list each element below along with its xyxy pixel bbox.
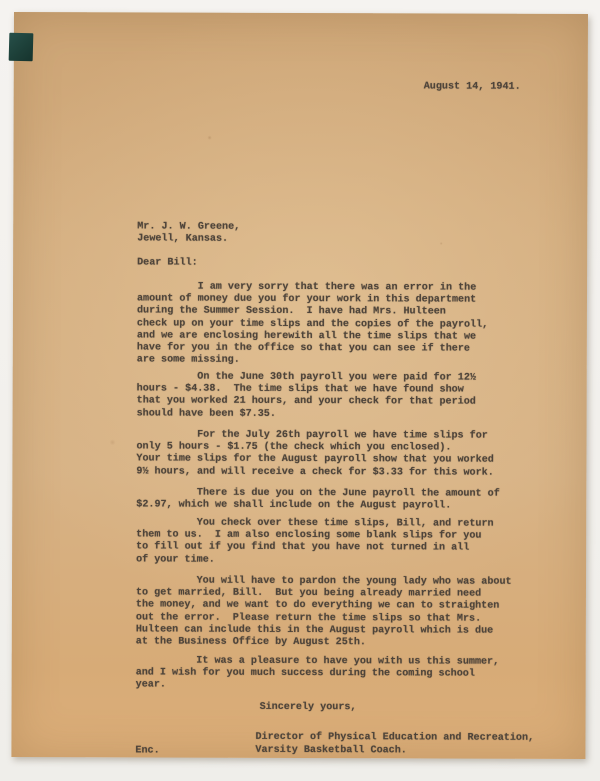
corner-mark xyxy=(9,33,34,62)
signature-title-line1: Director of Physical Education and Recreation, xyxy=(255,731,535,744)
recipient-city: Jewell, Kansas. xyxy=(137,233,229,245)
paragraph-5: You check over these time slips, Bill, and return them to us. I am also enclosing some blank slips for you to fill out if you find that you have not turned in all of your time. xyxy=(136,517,494,566)
letter-page xyxy=(11,12,588,759)
paragraph-1: I am very sorry that there was an error in the amount of money due you for your work in this department during the Summer Session. I have had Mrs. Hulteen check up on your time slips and the copies of the payroll, and we are enclosing herewith all the time slips that we have for you in the office so that you can see if there are some missing. xyxy=(136,281,489,367)
paragraph-7: It was a pleasure to have you with us this summer, and I wish for you much success during the coming school year. xyxy=(135,655,500,691)
recipient-name: Mr. J. W. Greene, xyxy=(137,221,241,233)
letter-date: August 14, 1941. xyxy=(423,81,521,93)
enclosure-note: Enc. xyxy=(135,745,160,757)
paragraph-2: On the June 30th payroll you were paid for 12½ hours - $4.38. The time slips that we have found show that you worked 21 hours, and your check for that period should have been $7.35. xyxy=(136,371,476,420)
paragraph-4: There is due you on the June payroll the amount of $2.97, which we shall include on the August payroll. xyxy=(136,487,500,512)
signature-block xyxy=(255,732,534,759)
closing: Sincerely yours, xyxy=(259,701,357,714)
paragraph-3: For the July 26th payroll we have time slips for only 5 hours - $1.75 (the check which you enclosed). Your time slips for the August payroll show that you worked 9½ hours, and will receive a check for $3.33 for this work. xyxy=(136,429,494,479)
salutation: Dear Bill: xyxy=(137,257,198,269)
signature-title-line2: Varsity Basketball Coach. xyxy=(255,744,407,757)
paragraph-6: You will have to pardon the young lady who was about to get married, Bill. But you being already married need the money, and we want to do everything we can to straighten out the error. Please return the time slips so that Mrs. Hulteen can include this in the August payroll which is due at the Business Office by August 25th. xyxy=(135,575,512,649)
recipient-address xyxy=(137,221,240,246)
